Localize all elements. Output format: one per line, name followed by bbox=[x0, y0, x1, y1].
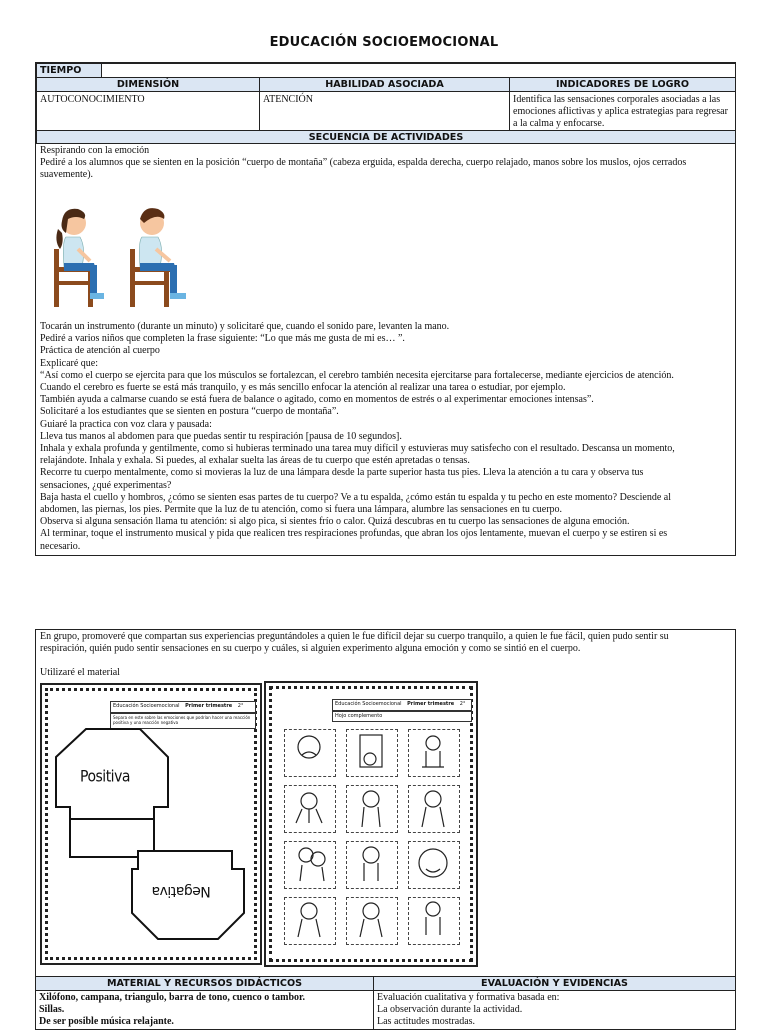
activity-line: Recorre tu cuerpo mentalmente, como si movieras la luz de una lámpara desde la parte superior hasta tus pies. Lleva la atención a tu cara y observa tus bbox=[40, 467, 644, 479]
children-sitting-icon bbox=[38, 189, 198, 311]
sequence-header: SECUENCIA DE ACTIVIDADES bbox=[36, 130, 736, 144]
activity-line: Observa si alguna sensación llama tu atención: si algo pica, si sientes frío o calor. Quizá descubras en tu cuerpo las sensaciones de alguna emoción. bbox=[40, 516, 630, 528]
header-evaluacion: EVALUACIÓN Y EVIDENCIAS bbox=[373, 976, 736, 991]
material-item: Sillas. bbox=[39, 1004, 65, 1016]
cell-habilidad: ATENCIÓN bbox=[259, 91, 510, 131]
negative-label: Negativa bbox=[152, 883, 211, 899]
activity-line: Tocarán un instrumento (durante un minuto) y solicitaré que, cuando el sonido pare, levanten la mano. bbox=[40, 321, 450, 332]
activity-line: Práctica de atención al cuerpo bbox=[40, 345, 160, 357]
evaluation-item: Las actitudes mostradas. bbox=[377, 1016, 476, 1028]
activity-line: Solicitaré a los estudiantes que se sienten en postura “cuerpo de montaña”. bbox=[40, 406, 339, 418]
activity-body bbox=[40, 321, 734, 553]
cell-dimension: AUTOCONOCIMIENTO bbox=[36, 91, 260, 131]
reflection-line: respiración, quién pudo sentir sensaciones en su cuerpo y cuáles, si alguien experimento alguna emoción y como se sintió en el cuerpo. bbox=[40, 643, 581, 655]
reflection-text bbox=[40, 631, 734, 680]
planning-table bbox=[35, 62, 736, 556]
positive-label: Positiva bbox=[80, 767, 130, 787]
reflection-line: En grupo, promoveré que compartan sus experiencias preguntándoles a quien le fue difícil dejar su cuerpo tranquilo, a quien le fue fácil, quien pudo sentir su bbox=[40, 631, 669, 642]
header-material: MATERIAL Y RECURSOS DIDÁCTICOS bbox=[35, 976, 374, 991]
worksheet-subheader: Hojo complemento bbox=[332, 711, 472, 722]
cell-material bbox=[35, 990, 374, 1030]
activity-intro-line: Pediré a los alumnos que se sienten en la posición “cuerpo de montaña” (cabeza erguida, espalda derecha, cuerpo relajado, manos sobre los muslos, ojos cerrados bbox=[40, 157, 687, 169]
reflection-section bbox=[35, 629, 736, 1028]
tiempo-label: TIEMPO bbox=[36, 63, 102, 78]
activity-line: Inhala y exhala profunda y gentilmente, como si hubieras terminado una tarea muy difícil y estuvieras muy satisfecho con el resultado. Descansa un momento, bbox=[40, 443, 675, 455]
activity-line: Cuando el cerebro es fuerte se está más tranquilo, y es más sencillo enfocar la atención al realizar una tarea o estudiar, por ejemplo. bbox=[40, 382, 566, 394]
header-habilidad: HABILIDAD ASOCIADA bbox=[259, 77, 510, 92]
worksheet-header: Educación Socioemocional Primer trimestre 2° bbox=[332, 699, 472, 711]
activity-line: También ayuda a calmarse cuando se está fuera de balance o agitado, como en momentos de estrés o al experimentar emociones intensas”. bbox=[40, 394, 594, 406]
children-sitting-illustration bbox=[38, 189, 198, 311]
envelope-shapes bbox=[42, 685, 256, 959]
emotion-faces-icon bbox=[266, 683, 472, 961]
worksheet-header: Educación Socioemocional Primer trimestre 2° bbox=[110, 701, 256, 713]
activity-line: Lleva tus manos al abdomen para que puedas sentir tu respiración [pausa de 10 segundos]. bbox=[40, 430, 402, 442]
cell-evaluacion bbox=[373, 990, 736, 1030]
activity-line: Al terminar, toque el instrumento musical y pida que realicen tres respiraciones profundas, que abran los ojos lentamente, muevan el cuerpo y se estiren si es bbox=[40, 528, 668, 540]
activity-line: necesario. bbox=[40, 540, 81, 552]
material-line: Utilizaré el material bbox=[40, 667, 120, 679]
activity-line: Guiaré la practica con voz clara y pausada: bbox=[40, 418, 212, 430]
worksheet-envelopes bbox=[40, 683, 262, 965]
activity-line: relajándote. Inhala y exhala. Si puedes, al exhalar suelta las áreas de tu cuerpo que estén apretadas o tensas. bbox=[40, 455, 470, 467]
activity-intro bbox=[40, 145, 734, 182]
activity-line: sensaciones, ¿qué experimentas? bbox=[40, 479, 172, 491]
activity-title: Respirando con la emoción bbox=[40, 145, 150, 156]
material-item: De ser posible música relajante. bbox=[39, 1016, 174, 1028]
cell-indicadores: Identifica las sensaciones corporales asociadas a las emociones aflictivas y aplica estrategias para regresar a la calma y enfocarse. bbox=[509, 91, 736, 131]
worksheet-note: Separa en este sobre las emociones que podrían hacer una reacción positiva y una reacción negativa bbox=[110, 713, 256, 729]
activity-line: Pediré a varios niños que completen la frase siguiente: “Lo que más me gusta de mi es… ”. bbox=[40, 333, 405, 345]
activity-line: Baja hasta el cuello y hombros, ¿cómo se sienten esas partes de tu cuerpo? Ve a tu espalda, ¿cómo están tu espalda y tu pecho en este momento? Desciende al bbox=[40, 491, 671, 503]
worksheet-emotions bbox=[264, 681, 478, 967]
activity-line: Explicaré que: bbox=[40, 357, 99, 369]
page-title: EDUCACIÓN SOCIOEMOCIONAL bbox=[269, 35, 499, 50]
header-indicadores: INDICADORES DE LOGRO bbox=[509, 77, 736, 92]
activity-line: “Así como el cuerpo se ejercita para que los músculos se fortalezcan, el cerebro también necesita ejercitarse para fortalecerse, mediante ejercicios de atención. bbox=[40, 369, 674, 381]
material-item: Xilófono, campana, triangulo, barra de tono, cuenco o tambor. bbox=[39, 992, 306, 1003]
tiempo-value bbox=[101, 63, 736, 78]
activity-intro-line: suavemente). bbox=[40, 169, 94, 181]
activity-line: abdomen, las piernas, los pies. Permite que la luz de tu atención, como si fuera una lámpara, alumbre las sensaciones en tu cuerpo. bbox=[40, 504, 563, 516]
evaluation-item: Evaluación cualitativa y formativa basada en: bbox=[377, 992, 560, 1003]
header-dimension: DIMENSIÓN bbox=[36, 77, 260, 92]
evaluation-item: La observación durante la actividad. bbox=[377, 1004, 523, 1016]
